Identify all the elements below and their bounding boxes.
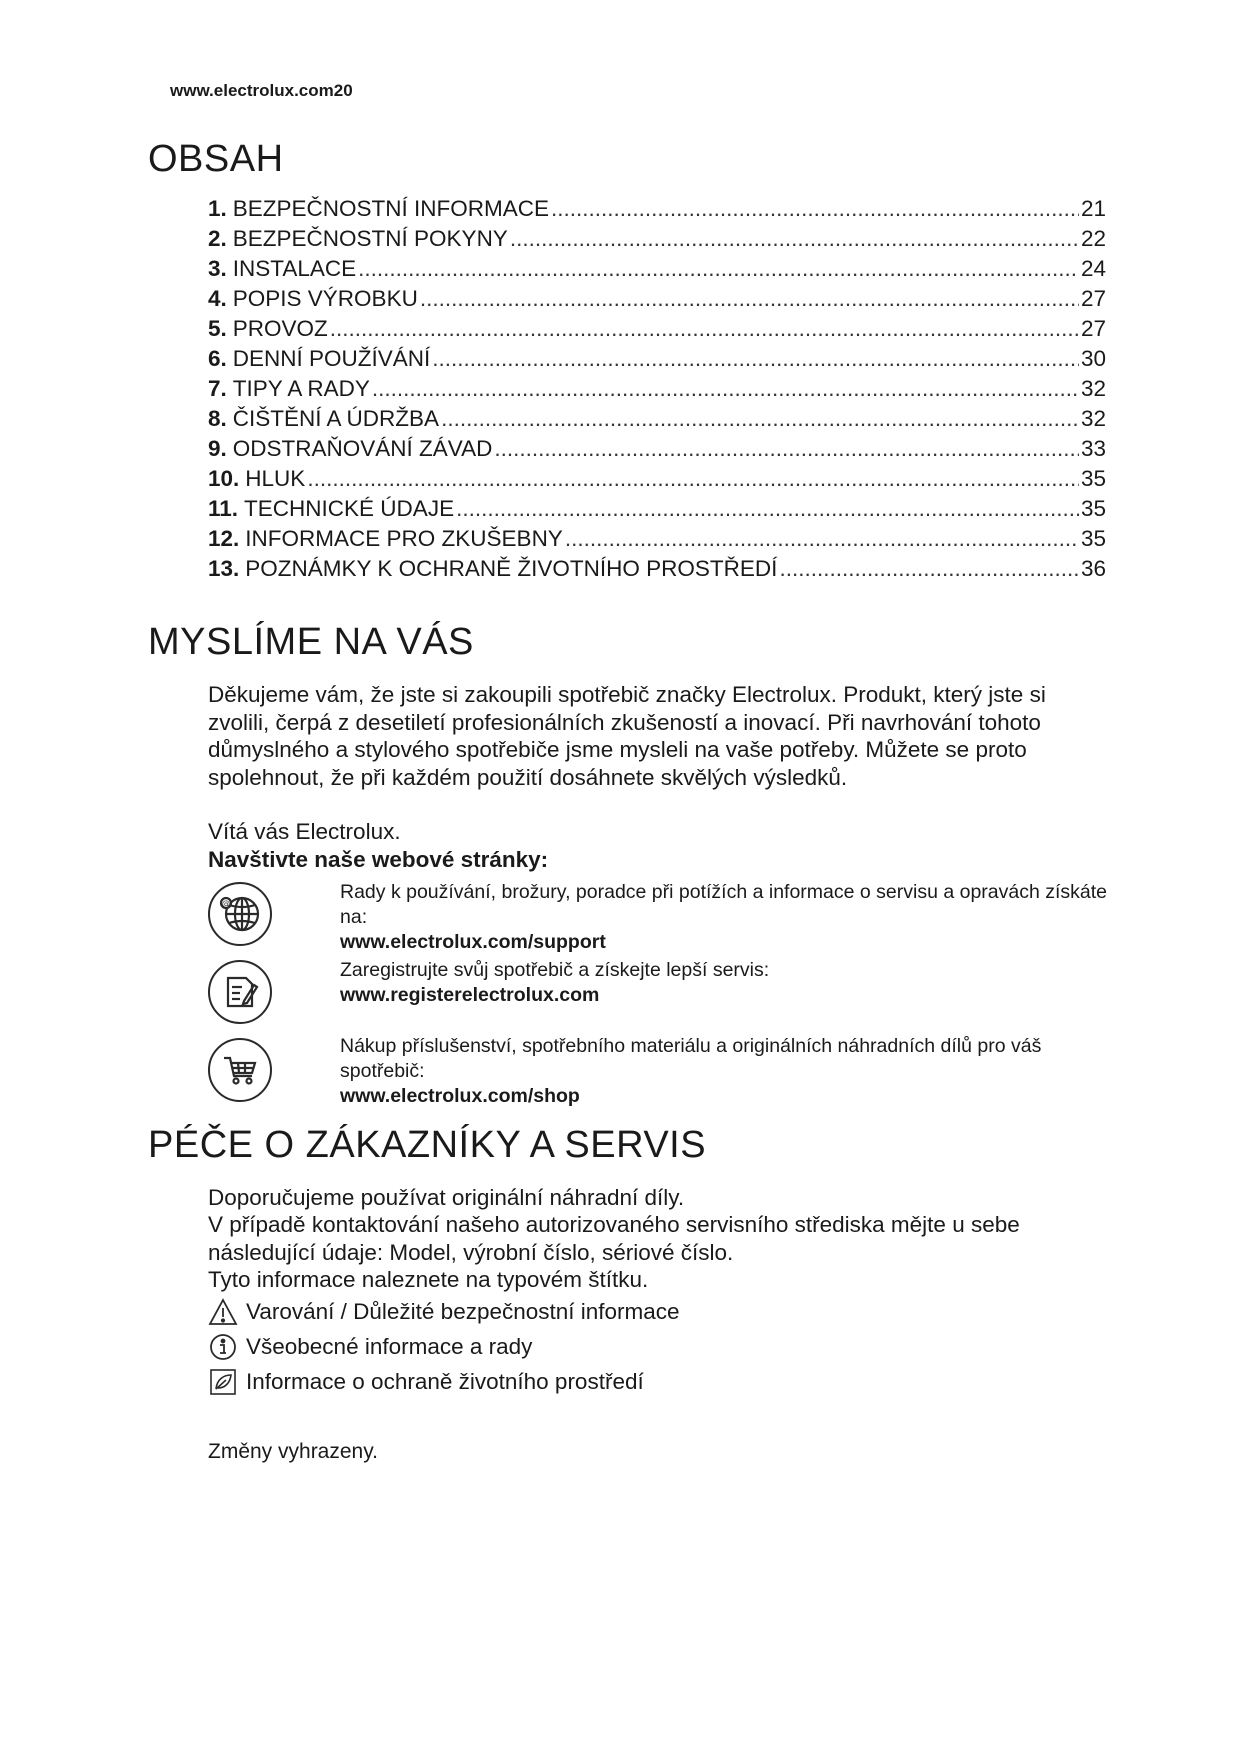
support-text: Rady k používání, brožury, poradce při potížích a informace o servisu a opravách získáte na: (340, 881, 1108, 928)
welcome-line: Vítá vás Electrolux. (208, 819, 401, 844)
toc-item[interactable]: 10. HLUK ..... 35 (208, 466, 1106, 496)
toc-item[interactable]: 4. POPIS VÝROBKU ..... 27 (208, 286, 1106, 316)
page-header: www.electrolux.com20 (170, 81, 353, 100)
visit-heading: Navštivte naše webové stránky: (208, 847, 549, 872)
thanks-paragraph: Děkujeme vám, že jste si zakoupili spotřebič značky Electrolux. Produkt, který jste si zvolili, čerpá z desetiletí profesionálních zkušeností a inovací. Při navrhování tohoto důmyslného a stylového spotřebiče jsme mysleli na vaše potřeby. Můžete se proto spolehnout, že při každém použití dosáhnete skvělých výsledků. (208, 682, 1046, 790)
warning-icon (208, 1297, 238, 1327)
register-link[interactable]: www.registerelectrolux.com (340, 984, 600, 1006)
svg-text:@: @ (222, 899, 230, 908)
toc-item[interactable]: 2. BEZPEČNOSTNÍ POKYNY ..... 22 (208, 226, 1106, 256)
register-block (340, 958, 1120, 1008)
globe-icon (208, 882, 272, 946)
legend-warning (208, 1297, 680, 1327)
support-link[interactable]: www.electrolux.com/support (340, 931, 606, 953)
environment-icon (208, 1367, 238, 1397)
toc-item[interactable]: 7. TIPY A RADY ..... 32 (208, 376, 1106, 406)
support-block (340, 880, 1120, 955)
toc-item[interactable]: 5. PROVOZ ..... 27 (208, 316, 1106, 346)
section-title-care: PÉČE O ZÁKAZNÍKY A SERVIS (148, 1124, 707, 1166)
toc-item[interactable]: 11. TECHNICKÉ ÚDAJE ..... 35 (208, 496, 1106, 526)
register-text: Zaregistrujte svůj spotřebič a získejte lepší servis: (340, 959, 770, 981)
legend-environment (208, 1367, 644, 1397)
changes-note: Změny vyhrazeny. (208, 1440, 378, 1463)
toc-title: OBSAH (148, 138, 284, 180)
info-icon (208, 1332, 238, 1362)
toc-item[interactable]: 8. ČIŠTĚNÍ A ÚDRŽBA ..... 32 (208, 406, 1106, 436)
shop-text: Nákup příslušenství, spotřebního materiálu a originálních náhradních dílů pro váš spotřebič: (340, 1035, 1042, 1082)
legend-environment-label: Informace o ochraně životního prostředí (246, 1369, 644, 1394)
toc-item[interactable]: 12. INFORMACE PRO ZKUŠEBNY ..... 35 (208, 526, 1106, 556)
register-document-icon (208, 960, 272, 1024)
shopping-cart-icon (208, 1038, 272, 1102)
shop-block (340, 1034, 1120, 1109)
care-line-3: Tyto informace naleznete na typovém štítku. (208, 1267, 649, 1292)
care-line-2: V případě kontaktování našeho autorizovaného servisního střediska mějte u sebe následující údaje: Model, výrobní číslo, sériové číslo. (208, 1212, 1020, 1265)
toc-item[interactable]: 6. DENNÍ POUŽÍVÁNÍ ..... 30 (208, 346, 1106, 376)
toc-item[interactable]: 3. INSTALACE ..... 24 (208, 256, 1106, 286)
legend-warning-label: Varování / Důležité bezpečnostní informace (246, 1299, 680, 1324)
shop-link[interactable]: www.electrolux.com/shop (340, 1085, 580, 1107)
toc-item[interactable]: 13. POZNÁMKY K OCHRANĚ ŽIVOTNÍHO PROSTŘEDÍ ..... 36 (208, 556, 1106, 586)
toc-item[interactable]: 1. BEZPEČNOSTNÍ INFORMACE ..... 21 (208, 196, 1106, 226)
legend-info-label: Všeobecné informace a rady (246, 1334, 533, 1359)
legend-info (208, 1332, 532, 1362)
section-title-thinking: MYSLÍME NA VÁS (148, 621, 474, 663)
toc-item[interactable]: 9. ODSTRAŇOVÁNÍ ZÁVAD ..... 33 (208, 436, 1106, 466)
care-line-1: Doporučujeme používat originální náhradní díly. (208, 1185, 685, 1210)
table-of-contents (208, 196, 1106, 586)
